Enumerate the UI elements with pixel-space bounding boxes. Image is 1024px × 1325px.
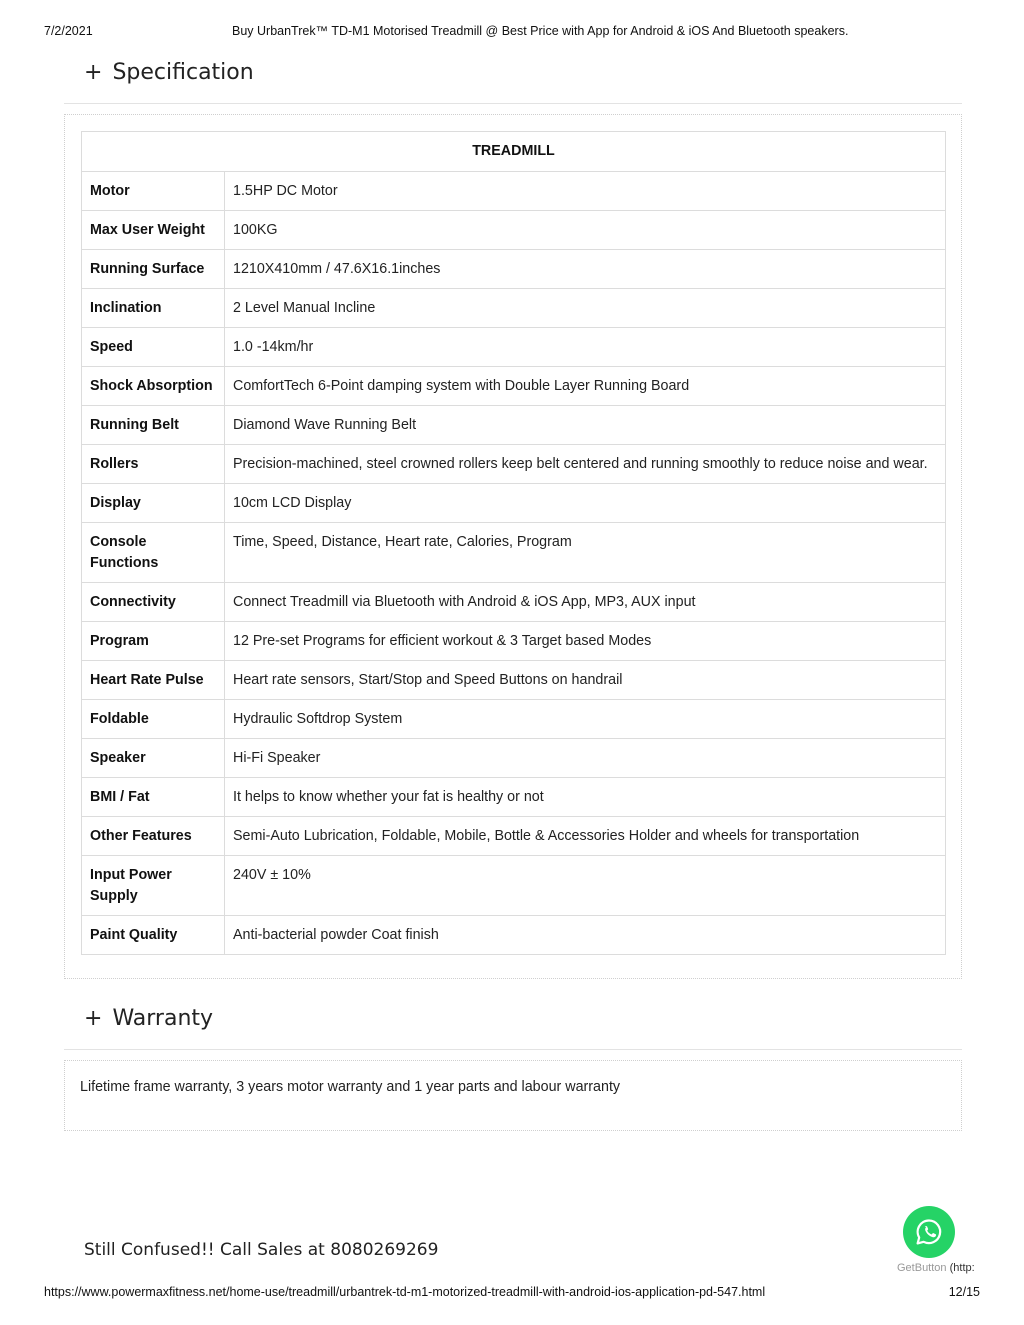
spec-value: Anti-bacterial powder Coat finish bbox=[225, 916, 946, 955]
specification-panel bbox=[64, 114, 962, 979]
print-page-url: https://www.powermaxfitness.net/home-use/treadmill/urbantrek-td-m1-motorized-treadmill-with-android-ios-application-pd-547.html bbox=[44, 1285, 766, 1299]
specification-heading-label: Specification bbox=[112, 60, 254, 85]
table-row bbox=[82, 367, 946, 406]
spec-value: It helps to know whether your fat is healthy or not bbox=[225, 778, 946, 817]
table-row bbox=[82, 661, 946, 700]
spec-value: Connect Treadmill via Bluetooth with Android & iOS App, MP3, AUX input bbox=[225, 583, 946, 622]
spec-key: Display bbox=[82, 484, 225, 523]
warranty-panel bbox=[64, 1060, 962, 1131]
table-row bbox=[82, 211, 946, 250]
whatsapp-icon bbox=[913, 1216, 945, 1248]
spec-key: Paint Quality bbox=[82, 916, 225, 955]
table-row bbox=[82, 250, 946, 289]
table-row bbox=[82, 406, 946, 445]
print-date: 7/2/2021 bbox=[44, 24, 93, 38]
specification-table-body bbox=[82, 172, 946, 955]
table-row bbox=[82, 328, 946, 367]
table-row bbox=[82, 622, 946, 661]
spec-value: 10cm LCD Display bbox=[225, 484, 946, 523]
spec-key: Heart Rate Pulse bbox=[82, 661, 225, 700]
table-row bbox=[82, 583, 946, 622]
spec-value: Heart rate sensors, Start/Stop and Speed Buttons on handrail bbox=[225, 661, 946, 700]
spec-key: Running Surface bbox=[82, 250, 225, 289]
spec-key: Speed bbox=[82, 328, 225, 367]
getbutton-label[interactable]: GetButton bbox=[897, 1262, 947, 1274]
warranty-heading[interactable] bbox=[84, 1006, 213, 1031]
spec-key: Foldable bbox=[82, 700, 225, 739]
expand-plus-icon[interactable]: + bbox=[84, 1006, 103, 1031]
getbutton-credit[interactable] bbox=[897, 1262, 975, 1274]
spec-value: 240V ± 10% bbox=[225, 856, 946, 916]
table-row bbox=[82, 484, 946, 523]
spec-value: Precision-machined, steel crowned rollers keep belt centered and running smoothly to reduce noise and wear. bbox=[225, 445, 946, 484]
spec-key: Console Functions bbox=[82, 523, 225, 583]
spec-key: Max User Weight bbox=[82, 211, 225, 250]
table-row bbox=[82, 778, 946, 817]
spec-value: 1.0 -14km/hr bbox=[225, 328, 946, 367]
spec-value: 2 Level Manual Incline bbox=[225, 289, 946, 328]
whatsapp-button[interactable] bbox=[903, 1206, 955, 1258]
spec-value: Hi-Fi Speaker bbox=[225, 739, 946, 778]
spec-key: Motor bbox=[82, 172, 225, 211]
table-row bbox=[82, 739, 946, 778]
table-row bbox=[82, 289, 946, 328]
section-divider bbox=[64, 103, 962, 104]
spec-value: 1.5HP DC Motor bbox=[225, 172, 946, 211]
table-row bbox=[82, 700, 946, 739]
spec-key: Speaker bbox=[82, 739, 225, 778]
getbutton-link-fragment: (http: bbox=[949, 1262, 975, 1274]
spec-key: Rollers bbox=[82, 445, 225, 484]
print-page-title: Buy UrbanTrek™ TD-M1 Motorised Treadmill @ Best Price with App for Android & iOS And Bluetooth speakers. bbox=[232, 24, 849, 38]
table-row bbox=[82, 856, 946, 916]
print-footer bbox=[44, 1285, 980, 1301]
spec-key: Running Belt bbox=[82, 406, 225, 445]
spec-key: BMI / Fat bbox=[82, 778, 225, 817]
warranty-text: Lifetime frame warranty, 3 years motor warranty and 1 year parts and labour warranty bbox=[80, 1079, 621, 1095]
table-row bbox=[82, 523, 946, 583]
print-header bbox=[44, 24, 980, 42]
spec-value: Semi-Auto Lubrication, Foldable, Mobile, Bottle & Accessories Holder and wheels for transportation bbox=[225, 817, 946, 856]
warranty-heading-label: Warranty bbox=[112, 1006, 214, 1031]
table-header: TREADMILL bbox=[82, 132, 946, 172]
specification-table bbox=[81, 131, 946, 955]
spec-value: 1210X410mm / 47.6X16.1inches bbox=[225, 250, 946, 289]
spec-key: Program bbox=[82, 622, 225, 661]
spec-value: 100KG bbox=[225, 211, 946, 250]
spec-value: ComfortTech 6-Point damping system with Double Layer Running Board bbox=[225, 367, 946, 406]
spec-key: Input Power Supply bbox=[82, 856, 225, 916]
spec-value: Diamond Wave Running Belt bbox=[225, 406, 946, 445]
spec-value: 12 Pre-set Programs for efficient workout & 3 Target based Modes bbox=[225, 622, 946, 661]
spec-key: Connectivity bbox=[82, 583, 225, 622]
table-row bbox=[82, 817, 946, 856]
expand-plus-icon[interactable]: + bbox=[84, 60, 103, 85]
table-row bbox=[82, 445, 946, 484]
spec-value: Hydraulic Softdrop System bbox=[225, 700, 946, 739]
call-sales-text: Still Confused!! Call Sales at 8080269269 bbox=[84, 1240, 439, 1260]
page-number: 12/15 bbox=[948, 1285, 980, 1299]
spec-key: Shock Absorption bbox=[82, 367, 225, 406]
specification-heading[interactable] bbox=[84, 60, 254, 85]
spec-key: Inclination bbox=[82, 289, 225, 328]
table-row bbox=[82, 916, 946, 955]
table-header-row bbox=[82, 132, 946, 172]
table-row bbox=[82, 172, 946, 211]
spec-value: Time, Speed, Distance, Heart rate, Calories, Program bbox=[225, 523, 946, 583]
spec-key: Other Features bbox=[82, 817, 225, 856]
section-divider bbox=[64, 1049, 962, 1050]
